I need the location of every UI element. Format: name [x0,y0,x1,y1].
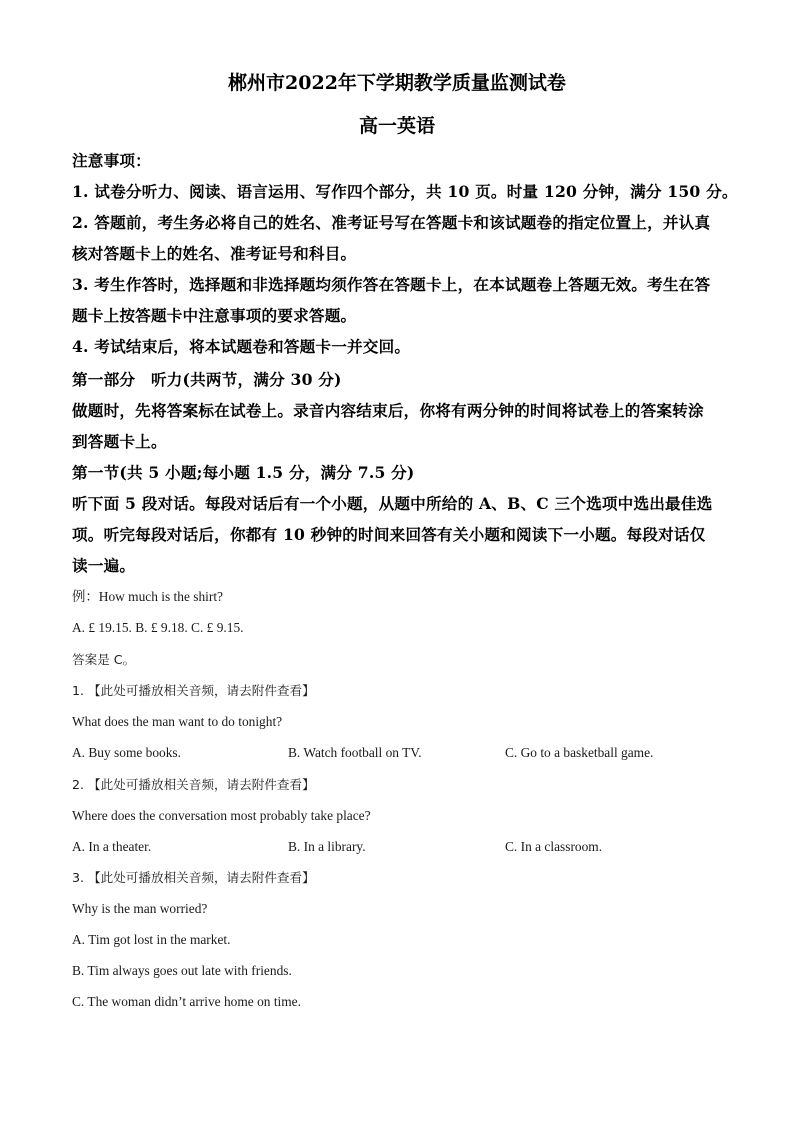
notes-line: 核对答题卡上的姓名、准考证号和科目。 [72,244,357,263]
section1-instruction: 读一遍。 [72,556,136,575]
option-b: B. Watch football on TV. [288,745,422,760]
audio-placeholder-link[interactable]: 3. 【此处可播放相关音频，请去附件查看】 [72,870,315,885]
notes-line: 4. 考试结束后，将本试题卷和答题卡一并交回。 [72,337,411,356]
part1-instruction: 做题时，先将答案标在试卷上。录音内容结束后，你将有两分钟的时间将试卷上的答案转涂 [72,401,704,420]
example-answer: 答案是 C。 [72,652,136,667]
notes-line: 题卡上按答题卡中注意事项的要求答题。 [72,306,357,325]
part1-section [72,364,724,581]
notes-section [72,145,738,362]
question-text: What does the man want to do tonight? [72,714,283,729]
example-question: 例：How much is the shirt? [72,589,223,604]
example-options: A. £ 19.15. B. £ 9.18. C. £ 9.15. [72,620,244,635]
section1-heading: 第一节(共 5 小题;每小题 1.5 分，满分 7.5 分) [72,463,415,482]
page-subtitle: 高一英语 [358,115,435,137]
notes-line: 2. 答题前，考生务必将自己的姓名、准考证号写在答题卡和该试题卷的指定位置上，并认真 [72,213,711,232]
page-title: 郴州市2022年下学期教学质量监测试卷 [228,72,566,94]
option-a: A. In a theater. [72,839,152,854]
option-b: B. In a library. [288,839,366,854]
part1-instruction: 到答题卡上。 [72,432,167,451]
option-a: A. Tim got lost in the market. [72,932,231,947]
notes-line: 3. 考生作答时，选择题和非选择题均须作答在答题卡上，在本试题卷上答题无效。考生在答 [72,275,711,294]
section1-instruction: 听下面 5 段对话。每段对话后有一个小题，从题中所给的 A、B、C 三个选项中选出最佳选 [72,494,713,513]
notes-heading: 注意事项： [72,151,151,170]
audio-placeholder-link[interactable]: 2. 【此处可播放相关音频，请去附件查看】 [72,777,315,792]
question-text: Where does the conversation most probably take place? [72,808,371,823]
option-a: A. Buy some books. [72,745,181,760]
audio-placeholder-link[interactable]: 1. 【此处可播放相关音频，请去附件查看】 [72,683,315,698]
notes-line: 1. 试卷分听力、阅读、语言运用、写作四个部分，共 10 页。时量 120 分钟，满分 150 分。 [72,182,738,201]
question-text: Why is the man worried? [72,901,208,916]
option-c: C. The woman didn’t arrive home on time. [72,994,301,1009]
option-c: C. In a classroom. [505,839,603,854]
section1-instruction: 项。听完每段对话后，你都有 10 秒钟的时间来回答有关小题和阅读下一小题。每段对话仅 [72,525,706,544]
option-b: B. Tim always goes out late with friends. [72,963,292,978]
part1-heading: 第一部分 听力(共两节，满分 30 分) [72,370,342,389]
option-c: C. Go to a basketball game. [505,745,654,760]
